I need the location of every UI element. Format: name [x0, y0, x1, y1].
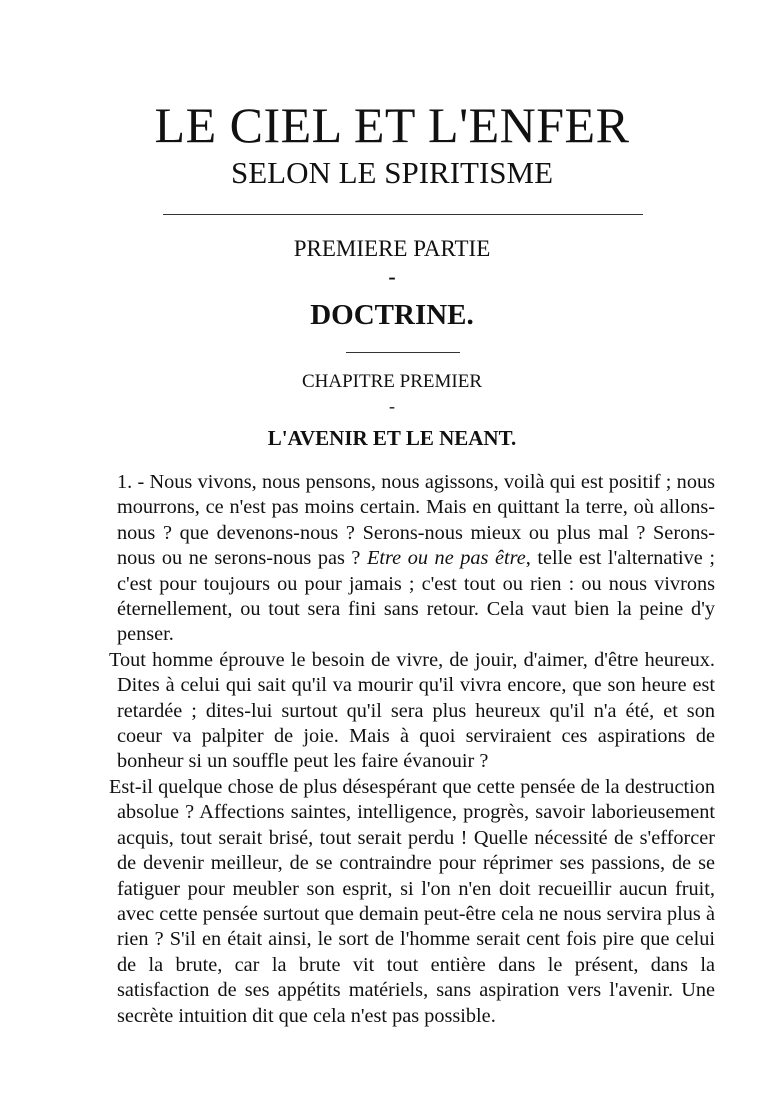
- title-divider: [163, 214, 643, 215]
- chapter-dash: -: [389, 396, 395, 416]
- part-dash: -: [388, 264, 396, 289]
- part-title: DOCTRINE.: [310, 299, 474, 331]
- book-subtitle: SELON LE SPIRITISME: [230, 155, 554, 190]
- paragraph-2: Tout homme éprouve le besoin de vivre, de jouir, d'aimer, d'être heureux. Dites à celui qui sait qu'il va mourir qu'il vivra encore, que son heure est retardée ; dites-lui surtout qu'il sera plus heureux qu'il n'a été, et son coeur va palpiter de joie. Mais à quoi serviraient ces aspirations de bonheur si un souffle peut les faire évanouir ?: [109, 648, 715, 773]
- paragraph-3: Est-il quelque chose de plus désespérant que cette pensée de la destruction absolue ? Affections saintes, intelligence, progrès, savoir laborieusement acquis, tout serait brisé, tout serait perdu ! Quelle nécessité de s'efforcer de devenir meilleur, de se contraindre pour réprimer ses passions, de se fatiguer pour meubler son esprit, si l'on n'en doit recueillir aucun fruit, avec cette pensée surtout que demain peut-être cela ne nous servira plus à rien ? S'il en était ainsi, le sort de l'homme serait cent fois pire que celui de la brute, car la brute vit tout entière dans le présent, dans la satisfaction de ses appétits matériels, sans aspiration vers l'avenir. Une secrète intuition dit que cela n'est pas possible.: [109, 775, 715, 1027]
- paragraph-1-start: 1. - Nous vivons, nous pensons, nous agissons, voilà qui est positif ; nous mourrons, ce n'est pas moins certain. Mais en quittant la terre, où allons-nous ? que devenons-nous ? Serons-nous mieux ou plus mal ? Serons-nous ou ne serons-nous pas ?: [117, 471, 715, 570]
- paragraph-1: [117, 470, 715, 648]
- part-label: PREMIERE PARTIE: [293, 236, 491, 261]
- book-title: LE CIEL ET L'ENFER: [154, 97, 630, 153]
- chapter-title: L'AVENIR ET LE NEANT.: [267, 426, 517, 450]
- paragraph-1-end: , telle est l'alternative ; c'est pour toujours ou pour jamais ; c'est tout ou rien : ou nous vivrons éternellement, ou tout sera fini sans retour. Cela vaut bien la peine d'y penser.: [117, 547, 715, 646]
- part-divider: [346, 352, 460, 353]
- paragraph-1-italic: Etre ou ne pas être: [367, 547, 526, 570]
- body-text: [109, 470, 715, 1029]
- chapter-label: CHAPITRE PREMIER: [302, 371, 482, 392]
